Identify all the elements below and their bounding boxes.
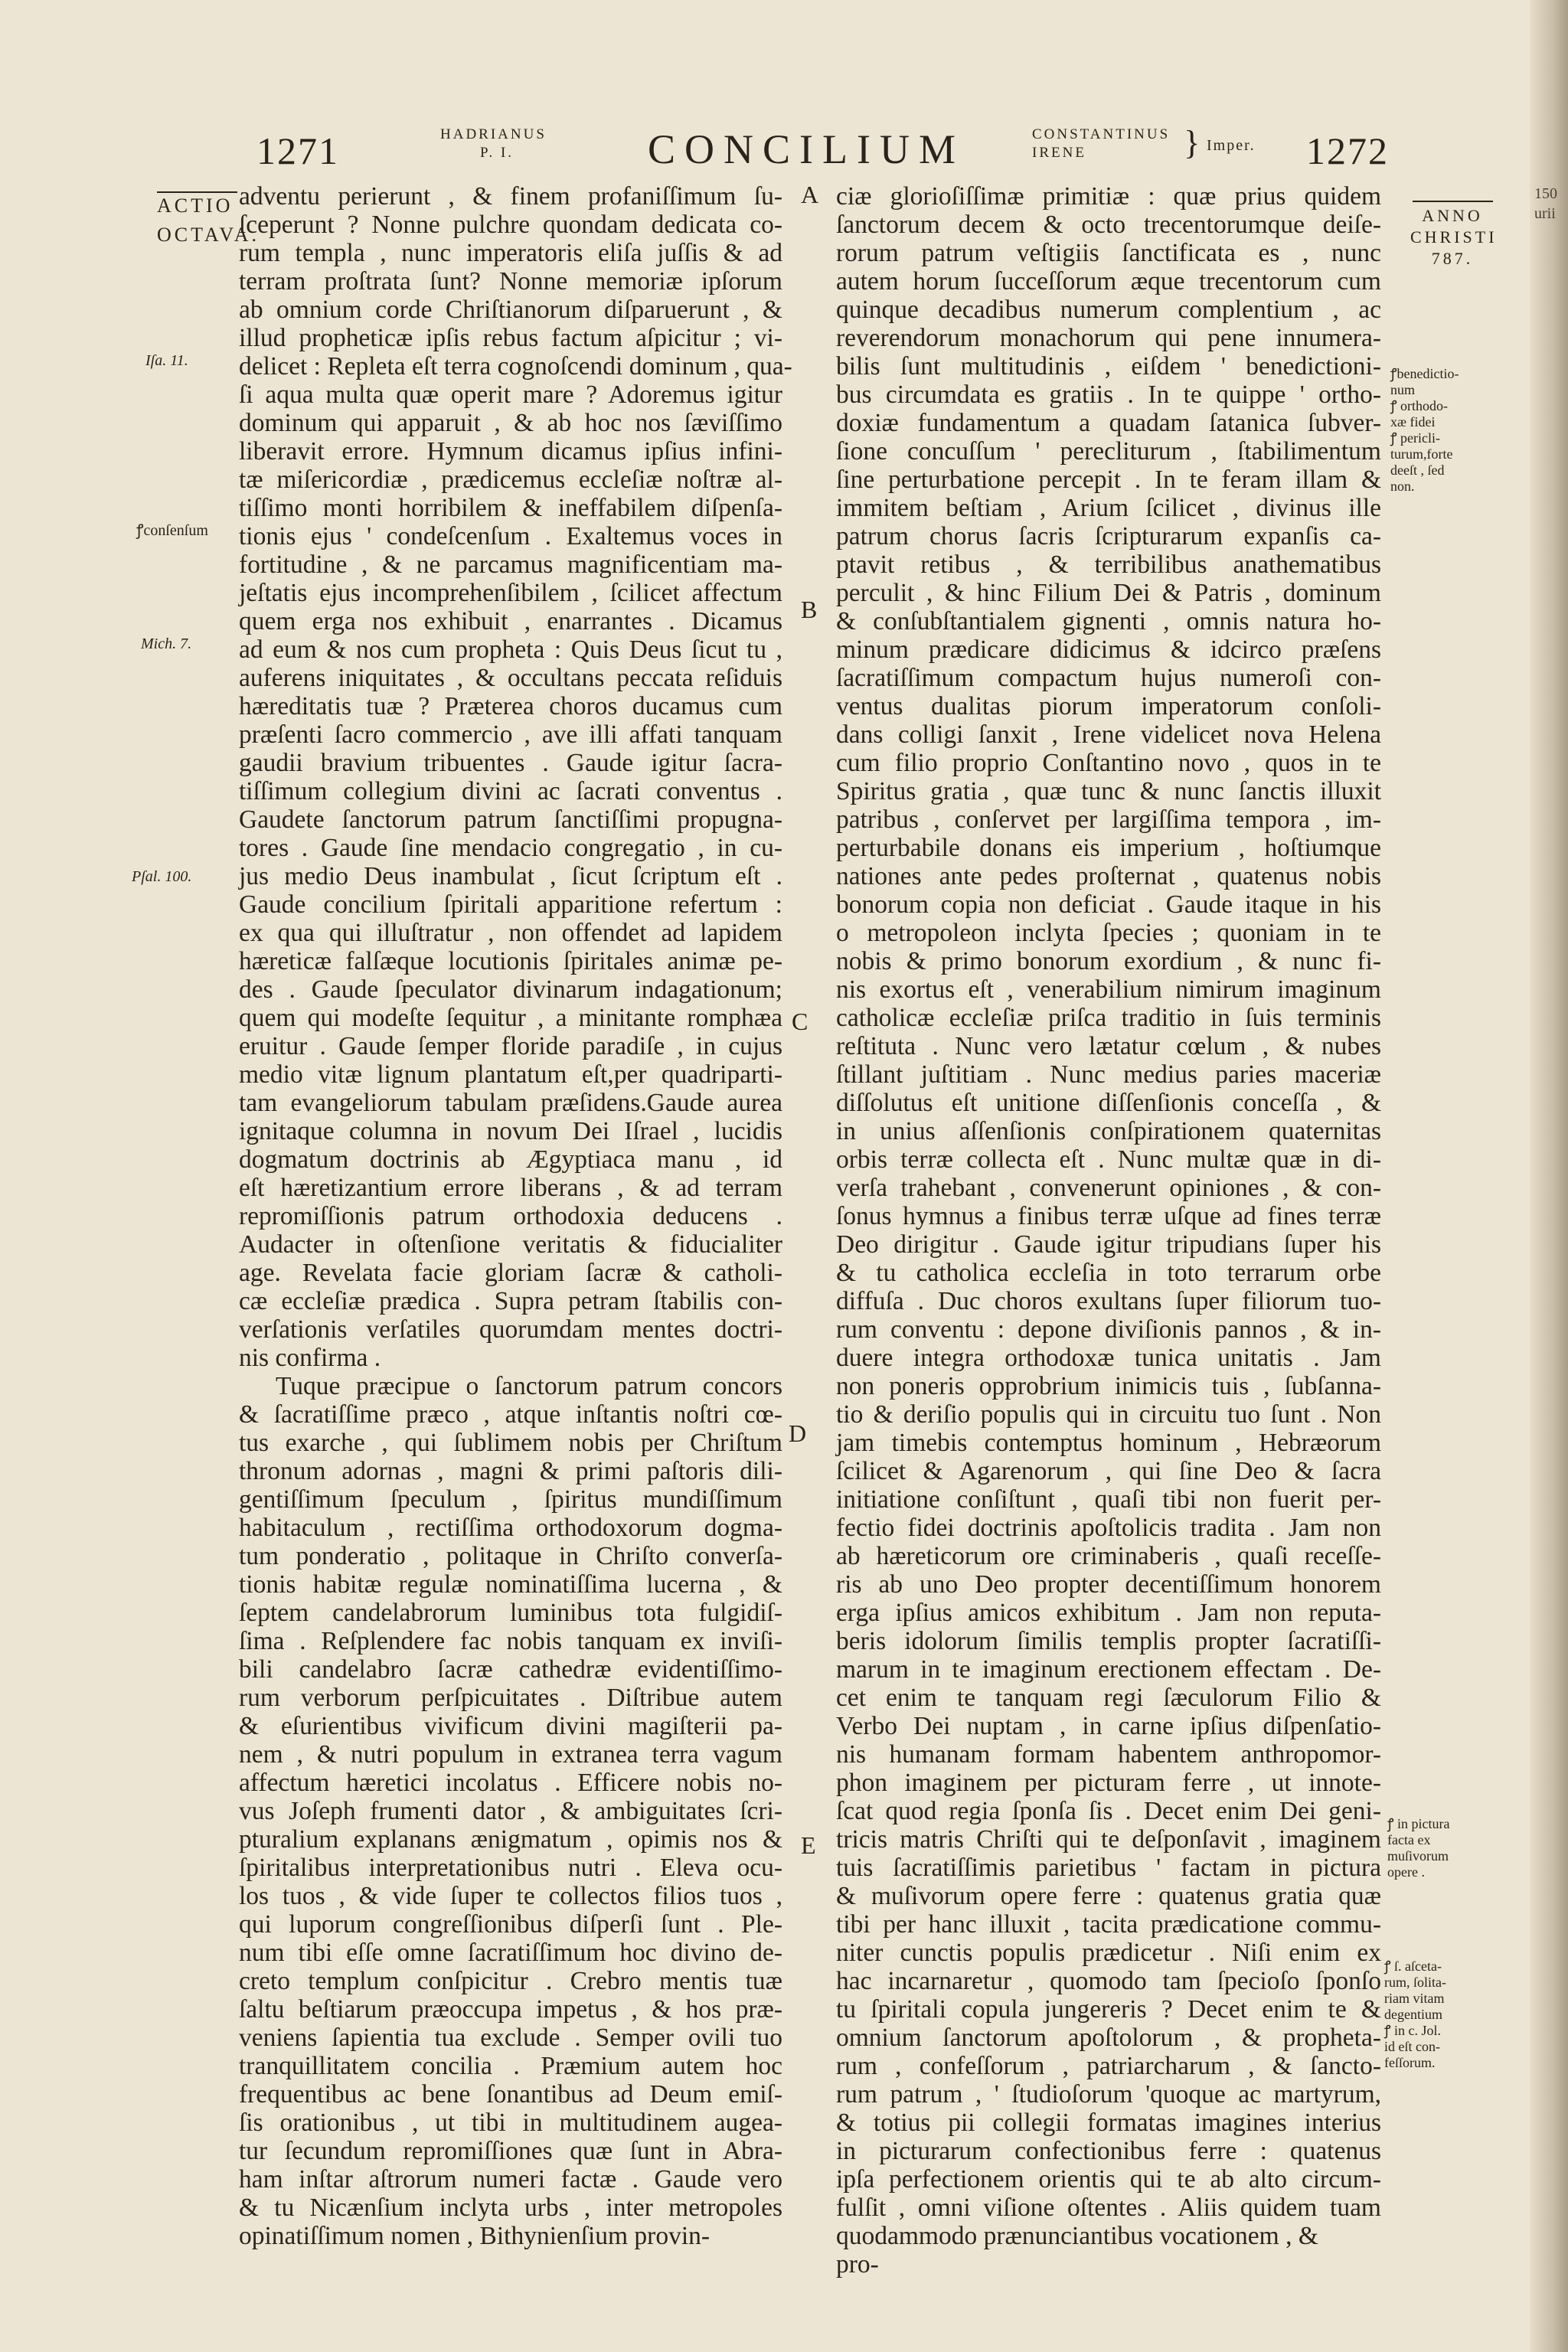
text-line: hæreticæ falſæque locutionis ſpiritales animæ pe-: [239, 947, 782, 975]
text-line: num tibi eſſe omne ſacratiſſimum hoc divino de-: [239, 1939, 782, 1967]
text-line: rum conventu : depone diviſionis pannos , & in-: [836, 1315, 1381, 1344]
text-line: dans colligi ſanxit , Irene videlicet nova Helena: [836, 720, 1381, 749]
text-line: ab hæreticorum ore criminaberis , quaſi receſſe-: [836, 1542, 1381, 1570]
text-line: marum in te imaginum erectionem effectam . De-: [836, 1655, 1381, 1684]
text-line: bus circumdata es gratiis . In te quippe ' ortho-: [836, 381, 1381, 409]
text-line: præſenti ſacro commercio , ave illi affati tanquam: [239, 720, 782, 749]
text-line: bili candelabro ſacræ cathedræ evidentiſſimo-: [239, 1655, 782, 1684]
text-line: & conſubſtantialem gignenti , omnis natura ho-: [836, 607, 1381, 635]
text-line: pro-: [836, 2250, 879, 2278]
text-line: catholicæ eccleſiæ priſca traditio in ſuis terminis: [836, 1004, 1381, 1032]
text-line: dominum qui apparuit , & ab hoc nos ſæviſſimo: [239, 409, 782, 437]
text-line: perculit , & hinc Filium Dei & Patris , dominum: [836, 579, 1381, 607]
text-line: ad eum & nos cum propheta : Quis Deus ſicut tu ,: [239, 635, 782, 664]
text-line: quodammodo prænunciantibus vocationem , &: [836, 2222, 1318, 2250]
text-line: veniens ſapientia tua exclude . Semper ovili tuo: [239, 2024, 782, 2052]
text-line: tio & deriſio populis qui in circuitu tuo ſunt . Non: [836, 1400, 1381, 1429]
text-line: gaudii bravium tribuentes . Gaude igitur ſacra-: [239, 749, 782, 777]
section-mark-c: C: [792, 1008, 808, 1035]
section-mark-b: B: [801, 596, 818, 623]
text-line: o metropoleon inclyta ſpecies ; quoniam in te: [836, 919, 1381, 947]
text-line: diffuſa . Duc choros exultans ſuper filiorum tuo-: [836, 1287, 1381, 1315]
text-line: terram proſtrata ſunt? Nonne memoriæ ipſorum: [239, 267, 782, 296]
text-line: & muſivorum opere ferre : quatenus gratia quæ: [836, 1882, 1381, 1910]
text-line: & tu catholica eccleſia in toto terrarum orbe: [836, 1259, 1381, 1287]
text-line: Spiritus gratia , quæ tunc & nunc ſanctis illuxit: [836, 777, 1381, 805]
text-line: Verbo Dei nuptam , in carne ipſius diſpenſatio-: [836, 1712, 1381, 1740]
text-line: nobis & primo bonorum exordium , & nunc fi-: [836, 947, 1381, 975]
text-line: repromiſſionis patrum orthodoxia deducens .: [239, 1202, 782, 1230]
anno-rule: [1413, 201, 1493, 202]
text-line: ciæ glorioſiſſimæ primitiæ : quæ prius quidem: [836, 182, 1381, 211]
text-line: tum ponderatio , politaque in Chriſto converſa-: [239, 1542, 782, 1570]
text-line: Audacter in oſtenſione veritatis & fiducialiter: [239, 1230, 782, 1259]
text-line: opinatiſſimum nomen , Bithynienſium provin-: [239, 2222, 710, 2250]
text-line: cum filio proprio Conſtantino novo , quos in te: [836, 749, 1381, 777]
text-line: tus exarche , qui ſublimem nobis per Chriſtum: [239, 1429, 782, 1457]
text-line: Gaudete ſanctorum patrum ſanctiſſimi propugna-: [239, 805, 782, 834]
text-line: ſcat quod regia ſponſa ſis . Decet enim Dei geni-: [836, 1797, 1381, 1825]
header-imper: Imper.: [1207, 137, 1256, 154]
text-line: ſceperunt ? Nonne pulchre quondam dedicata co-: [239, 211, 782, 239]
section-mark-a: A: [801, 181, 819, 208]
text-line: adventu perierunt , & finem profaniſſimum ſu-: [239, 182, 782, 211]
text-line: fectio fidei doctrinis apoſtolicis tradita . Jam non: [836, 1514, 1381, 1542]
text-line: jus medio Deus inambulat , ſicut ſcriptum eſt .: [239, 862, 782, 890]
text-line: Deo dirigitur . Gaude igitur tripudians ſuper his: [836, 1230, 1381, 1259]
text-line: minum prædicare didicimus & idcirco præſens: [836, 635, 1381, 664]
text-line: & ſacratiſſime præco , atque inſtantis noſtri cœ-: [239, 1400, 782, 1429]
text-line: ſpiritalibus interpretationibus nutri . Eleva ocu-: [239, 1854, 782, 1882]
text-line: rorum patrum veſtigiis ſanctificata es , nunc: [836, 239, 1381, 267]
text-line: quem qui modeſte ſequitur , a minitante romphæa: [239, 1004, 782, 1032]
text-line: ham inſtar aſtrorum numeri factæ . Gaude vero: [239, 2165, 782, 2194]
text-line: des . Gaude ſpeculator divinarum indagationum;: [239, 975, 782, 1004]
header-hadrianus: HADRIANUS P. I.: [440, 126, 547, 161]
text-line: immitem beſtiam , Arium ſcilicet , divinus ille: [836, 494, 1381, 522]
text-line: in unius aſſenſionis conſpirationem quaternitas: [836, 1117, 1381, 1145]
text-line: quinque decadibus numerum complentium , ac: [836, 296, 1381, 324]
text-line: doxiæ fundamentum a quadam ſatanica ſubver-: [836, 409, 1381, 437]
left-text-column: [239, 182, 792, 2250]
text-line: hæreditatis tuæ ? Præterea choros ducamus cum: [239, 692, 782, 720]
text-line: tæ miſericordiæ , prædicemus eccleſiæ noſtræ al-: [239, 466, 782, 494]
text-line: tranquillitatem concilia . Præmium autem hoc: [239, 2052, 782, 2080]
text-line: initiatione conſiſtunt , quaſi tibi non fuerit per-: [836, 1485, 1381, 1514]
text-line: delicet : Repleta eſt terra cognoſcendi dominum , qua-: [239, 352, 792, 381]
text-line: ipſa perfectionem orientis qui te ab alto circum-: [836, 2165, 1381, 2194]
text-line: rum verborum perſpicuitates . Diſtribue autem: [239, 1684, 782, 1712]
text-line: tricis matris Chriſti qui te deſponſavit , imaginem: [836, 1825, 1381, 1854]
text-line: dogmatum doctrinis ab Ægyptiaca manu , id: [239, 1145, 782, 1174]
text-line: Gaude concilium ſpiritali apparitione refertum :: [239, 890, 782, 919]
edge-fragment-text: 150 urii: [1534, 185, 1557, 222]
text-line: quem erga nos exhibuit , enarrantes . Dicamus: [239, 607, 782, 635]
text-line: ſis orationibus , ut tibi in multitudinem augea-: [239, 2109, 782, 2137]
text-line: ſonus hymnus a finibus terræ uſque ad fines terræ: [836, 1202, 1381, 1230]
text-line: patrum chorus ſacris ſcripturarum expanſis ca-: [836, 522, 1381, 550]
margin-note-benedictionum: ꝭbenedictio- num ꝭ orthodo- xæ fidei ꝭ pericli- turum,forte deeſt , ſed non.: [1390, 366, 1459, 494]
text-line: fortitudine , & ne parcamus magnificentiam ma-: [239, 550, 782, 579]
text-line: ſine perturbatione percepit . In te feram illam &: [836, 466, 1381, 494]
actio-rule: [157, 191, 237, 193]
text-line: thronum adornas , magni & primi paſtoris dili-: [239, 1457, 782, 1485]
text-line: cet enim te tanquam regi ſæculorum Filio &: [836, 1684, 1381, 1712]
text-line: ſacratiſſimum compactum hujus numeroſi con-: [836, 664, 1381, 692]
header-title: CONCILIUM: [648, 126, 965, 172]
text-line: ſtillant juſtitiam . Nunc medius paries maceriæ: [836, 1060, 1381, 1089]
text-line: habitaculum , rectiſſima orthodoxorum dogma-: [239, 1514, 782, 1542]
text-line: tu ſpiritali copula jungereris ? Decet enim te &: [836, 1995, 1381, 2024]
text-line: ignitaque columna in novum Dei Iſrael , lucidis: [239, 1117, 782, 1145]
text-line: reſtituta . Nunc vero lætatur cœlum , & nubes: [836, 1032, 1381, 1060]
margin-note-pictura: ꝭ in pictura facta ex muſivorum opere .: [1387, 1816, 1450, 1880]
text-line: eruitur . Gaude ſemper floride paradiſe , in cujus: [239, 1032, 782, 1060]
text-line: vus Joſeph frumenti dator , & ambiguitates ſcri-: [239, 1797, 782, 1825]
text-line: ris ab uno Deo propter decentiſſimum honorem: [836, 1570, 1381, 1599]
page-number-left: 1271: [256, 129, 339, 172]
text-line: medio vitæ lignum plantatum eſt,per quadriparti-: [239, 1060, 782, 1089]
text-line: frequentibus ac bene ſonantibus ad Deum emiſ-: [239, 2080, 782, 2109]
text-line: liberavit errore. Hymnum dicamus ipſius infini-: [239, 437, 782, 466]
text-line: auferens iniquitates , & occultans peccata reſiduis: [239, 664, 782, 692]
text-line: & totius pii collegii formatas imagines interius: [836, 2109, 1381, 2137]
margin-ref-mich: Mich. 7.: [141, 635, 192, 652]
text-line: pturalium explanans ænigmatum , opimis nos &: [239, 1825, 782, 1854]
text-line: cæ eccleſiæ prædica . Supra petram ſtabilis con-: [239, 1287, 782, 1315]
text-line: tiſſimo monti horribilem & ineffabilem diſpenſa-: [239, 494, 782, 522]
text-line: ex qua qui illuſtratur , non offendet ad lapidem: [239, 919, 782, 947]
actio-label: ACTIO OCTAVA.: [157, 191, 260, 250]
text-line: ab omnium corde Chriſtianorum diſparuerunt , &: [239, 296, 782, 324]
margin-ref-isa: Iſa. 11.: [145, 352, 188, 369]
text-line: patribus , conſervet per largiſſima tempora , im-: [836, 805, 1381, 834]
text-line: nationes ante pedes proſternat , quatenus nobis: [836, 862, 1381, 890]
text-line: perturbabile donans eis imperium , hoſtiumque: [836, 834, 1381, 862]
text-line: & tu Nicænſium inclyta urbs , inter metropoles: [239, 2194, 782, 2222]
text-line: tuis ſacratiſſimis parietibus ' factam in pictura: [836, 1854, 1381, 1882]
text-line: jam timebis contemptus hominum , Hebræorum: [836, 1429, 1381, 1457]
text-line: ſcilicet & Agarenorum , qui ſine Deo & ſacra: [836, 1457, 1381, 1485]
text-line: los tuos , & vide ſuper te collectos filios tuos ,: [239, 1882, 782, 1910]
text-line: verſa trahebant , convenerunt opiniones , & con-: [836, 1174, 1381, 1202]
text-line: verſationis verſatiles quorumdam mentes doctri-: [239, 1315, 782, 1344]
text-line: tionis ejus ' condeſcenſum . Exaltemus voces in: [239, 522, 782, 550]
section-mark-d: D: [789, 1419, 807, 1447]
text-line: non poneris opprobrium inimicis tuis , ſubſanna-: [836, 1372, 1381, 1400]
text-line: & eſurientibus vivificum divini magiſterii pa-: [239, 1712, 782, 1740]
section-mark-e: E: [801, 1831, 816, 1859]
text-line: reverendorum monachorum qui pene innumera-: [836, 324, 1381, 352]
text-line: illud propheticæ ipſis rebus factum aſpicitur ; vi-: [239, 324, 782, 352]
text-line: nis confirma .: [239, 1344, 381, 1372]
text-line: ſi aqua multa quæ operit mare ? Adoremus igitur: [239, 381, 782, 409]
text-line: ſaltu beſtiarum præoccupa impetus , & hos præ-: [239, 1995, 782, 2024]
text-line: autem horum ſucceſſorum æque trecentorum cum: [836, 267, 1381, 296]
text-line: tur ſecundum repromiſſiones quæ ſunt in Abra-: [239, 2137, 782, 2165]
text-line: beris idolorum ſimilis templis propter ſacratiſſi-: [836, 1627, 1381, 1655]
text-line: eſt hæretizantium errore liberans , & ad terram: [239, 1174, 782, 1202]
right-text-column: [836, 182, 1381, 2278]
text-line: niter cunctis populis prædicetur . Niſi enim ex: [836, 1939, 1381, 1967]
page-header: [0, 115, 1524, 184]
text-line: erga ipſius amicos exhibitum . Jam non reputa-: [836, 1599, 1381, 1627]
text-line: ſima . Reſplendere fac nobis tanquam ex inviſi-: [239, 1627, 782, 1655]
text-line: tam evangeliorum tabulam præſidens.Gaude aurea: [239, 1089, 782, 1117]
text-line: nis exortus eſt , venerabilium nimirum imaginum: [836, 975, 1381, 1004]
anno-christi-label: ANNO CHRISTI 787.: [1410, 201, 1494, 270]
text-line: affectum hæretici incolatus . Efficere nobis no-: [239, 1769, 782, 1797]
header-brace: }: [1184, 124, 1200, 162]
text-line: tiſſimum collegium divini ac ſacrati conventus .: [239, 777, 782, 805]
text-line: nis humanam formam habentem anthropomor-: [836, 1740, 1381, 1769]
text-line: rum patrum , ' ſtudioſorum 'quoque ac martyrum,: [836, 2080, 1381, 2109]
text-line: ſeptem candelabrorum luminibus tota fulgidiſ-: [239, 1599, 782, 1627]
text-line: tores . Gaude ſine mendacio congregatio , in cu-: [239, 834, 782, 862]
text-line: in picturarum confectionibus ferre : quatenus: [836, 2137, 1381, 2165]
page-number-right: 1272: [1306, 129, 1389, 172]
text-line: duere integra orthodoxæ tunica unitatis . Jam: [836, 1344, 1381, 1372]
margin-note-ascetarum: ꝭ ſ. aſceta- rum, ſolita- riam vitam degentium ꝭ in c. Jol. id eſt con- feſſorum.: [1384, 1958, 1446, 2070]
text-line: jeſtatis ejus incomprehenſibilem , ſcilicet affectum: [239, 579, 782, 607]
text-line: tionis habitæ regulæ nominatiſſima lucerna , &: [239, 1570, 782, 1599]
text-line: ventus dualitas piorum imperatorum conſoli-: [836, 692, 1381, 720]
text-line: age. Revelata facie gloriam ſacræ & catholi-: [239, 1259, 782, 1287]
text-line: ſanctorum decem & octo trecentorumque deiſe-: [836, 211, 1381, 239]
text-line: hac incarnaretur , quomodo tam ſpecioſo ſponſo: [836, 1967, 1381, 1995]
text-line: qui luporum congreſſionibus diſperſi ſunt . Ple-: [239, 1910, 782, 1939]
margin-ref-psal: Pſal. 100.: [132, 868, 192, 885]
page-edge: [1530, 0, 1568, 2352]
text-line: rum , confeſſorum , patriarcharum , & ſancto-: [836, 2052, 1381, 2080]
text-line: omnium ſanctorum apoſtolorum , & propheta-: [836, 2024, 1381, 2052]
text-line: orbis terræ collecta eſt . Nunc multæ quæ in di-: [836, 1145, 1381, 1174]
text-line: phon imaginem per picturam ferre , ut innote-: [836, 1769, 1381, 1797]
text-line: creto templum conſpicitur . Crebro mentis tuæ: [239, 1967, 782, 1995]
text-line: tibi per hanc illuxit , tacita prædicatione commu-: [836, 1910, 1381, 1939]
text-line: gentiſſimum ſpeculum , ſpiritus mundiſſimum: [239, 1485, 782, 1514]
text-line: ſione concuſſum ' perecliturum , ſtabilimentum: [836, 437, 1381, 466]
text-line: bonorum copia non deficiat . Gaude itaque in his: [836, 890, 1381, 919]
header-emperors: CONSTANTINUS IRENE: [1032, 126, 1171, 161]
text-line: ptavit retibus , & terribilibus anathematibus: [836, 550, 1381, 579]
text-line: fulſit , omni viſione oſtentes . Aliis quidem tuam: [836, 2194, 1381, 2222]
text-line: Tuque præcipue o ſanctorum patrum concors: [276, 1372, 782, 1400]
margin-ref-confensum: ꝭconſenſum: [136, 522, 208, 539]
text-line: rum templa , nunc imperatoris eliſa juſſis & ad: [239, 239, 782, 267]
text-line: bilis ſunt multitudinis , eiſdem ' benedictioni-: [836, 352, 1381, 381]
text-line: nem , & nutri populum in extranea terra vagum: [239, 1740, 782, 1769]
text-line: diſſolutus eſt unitione diſſenſionis conceſſa , &: [836, 1089, 1381, 1117]
